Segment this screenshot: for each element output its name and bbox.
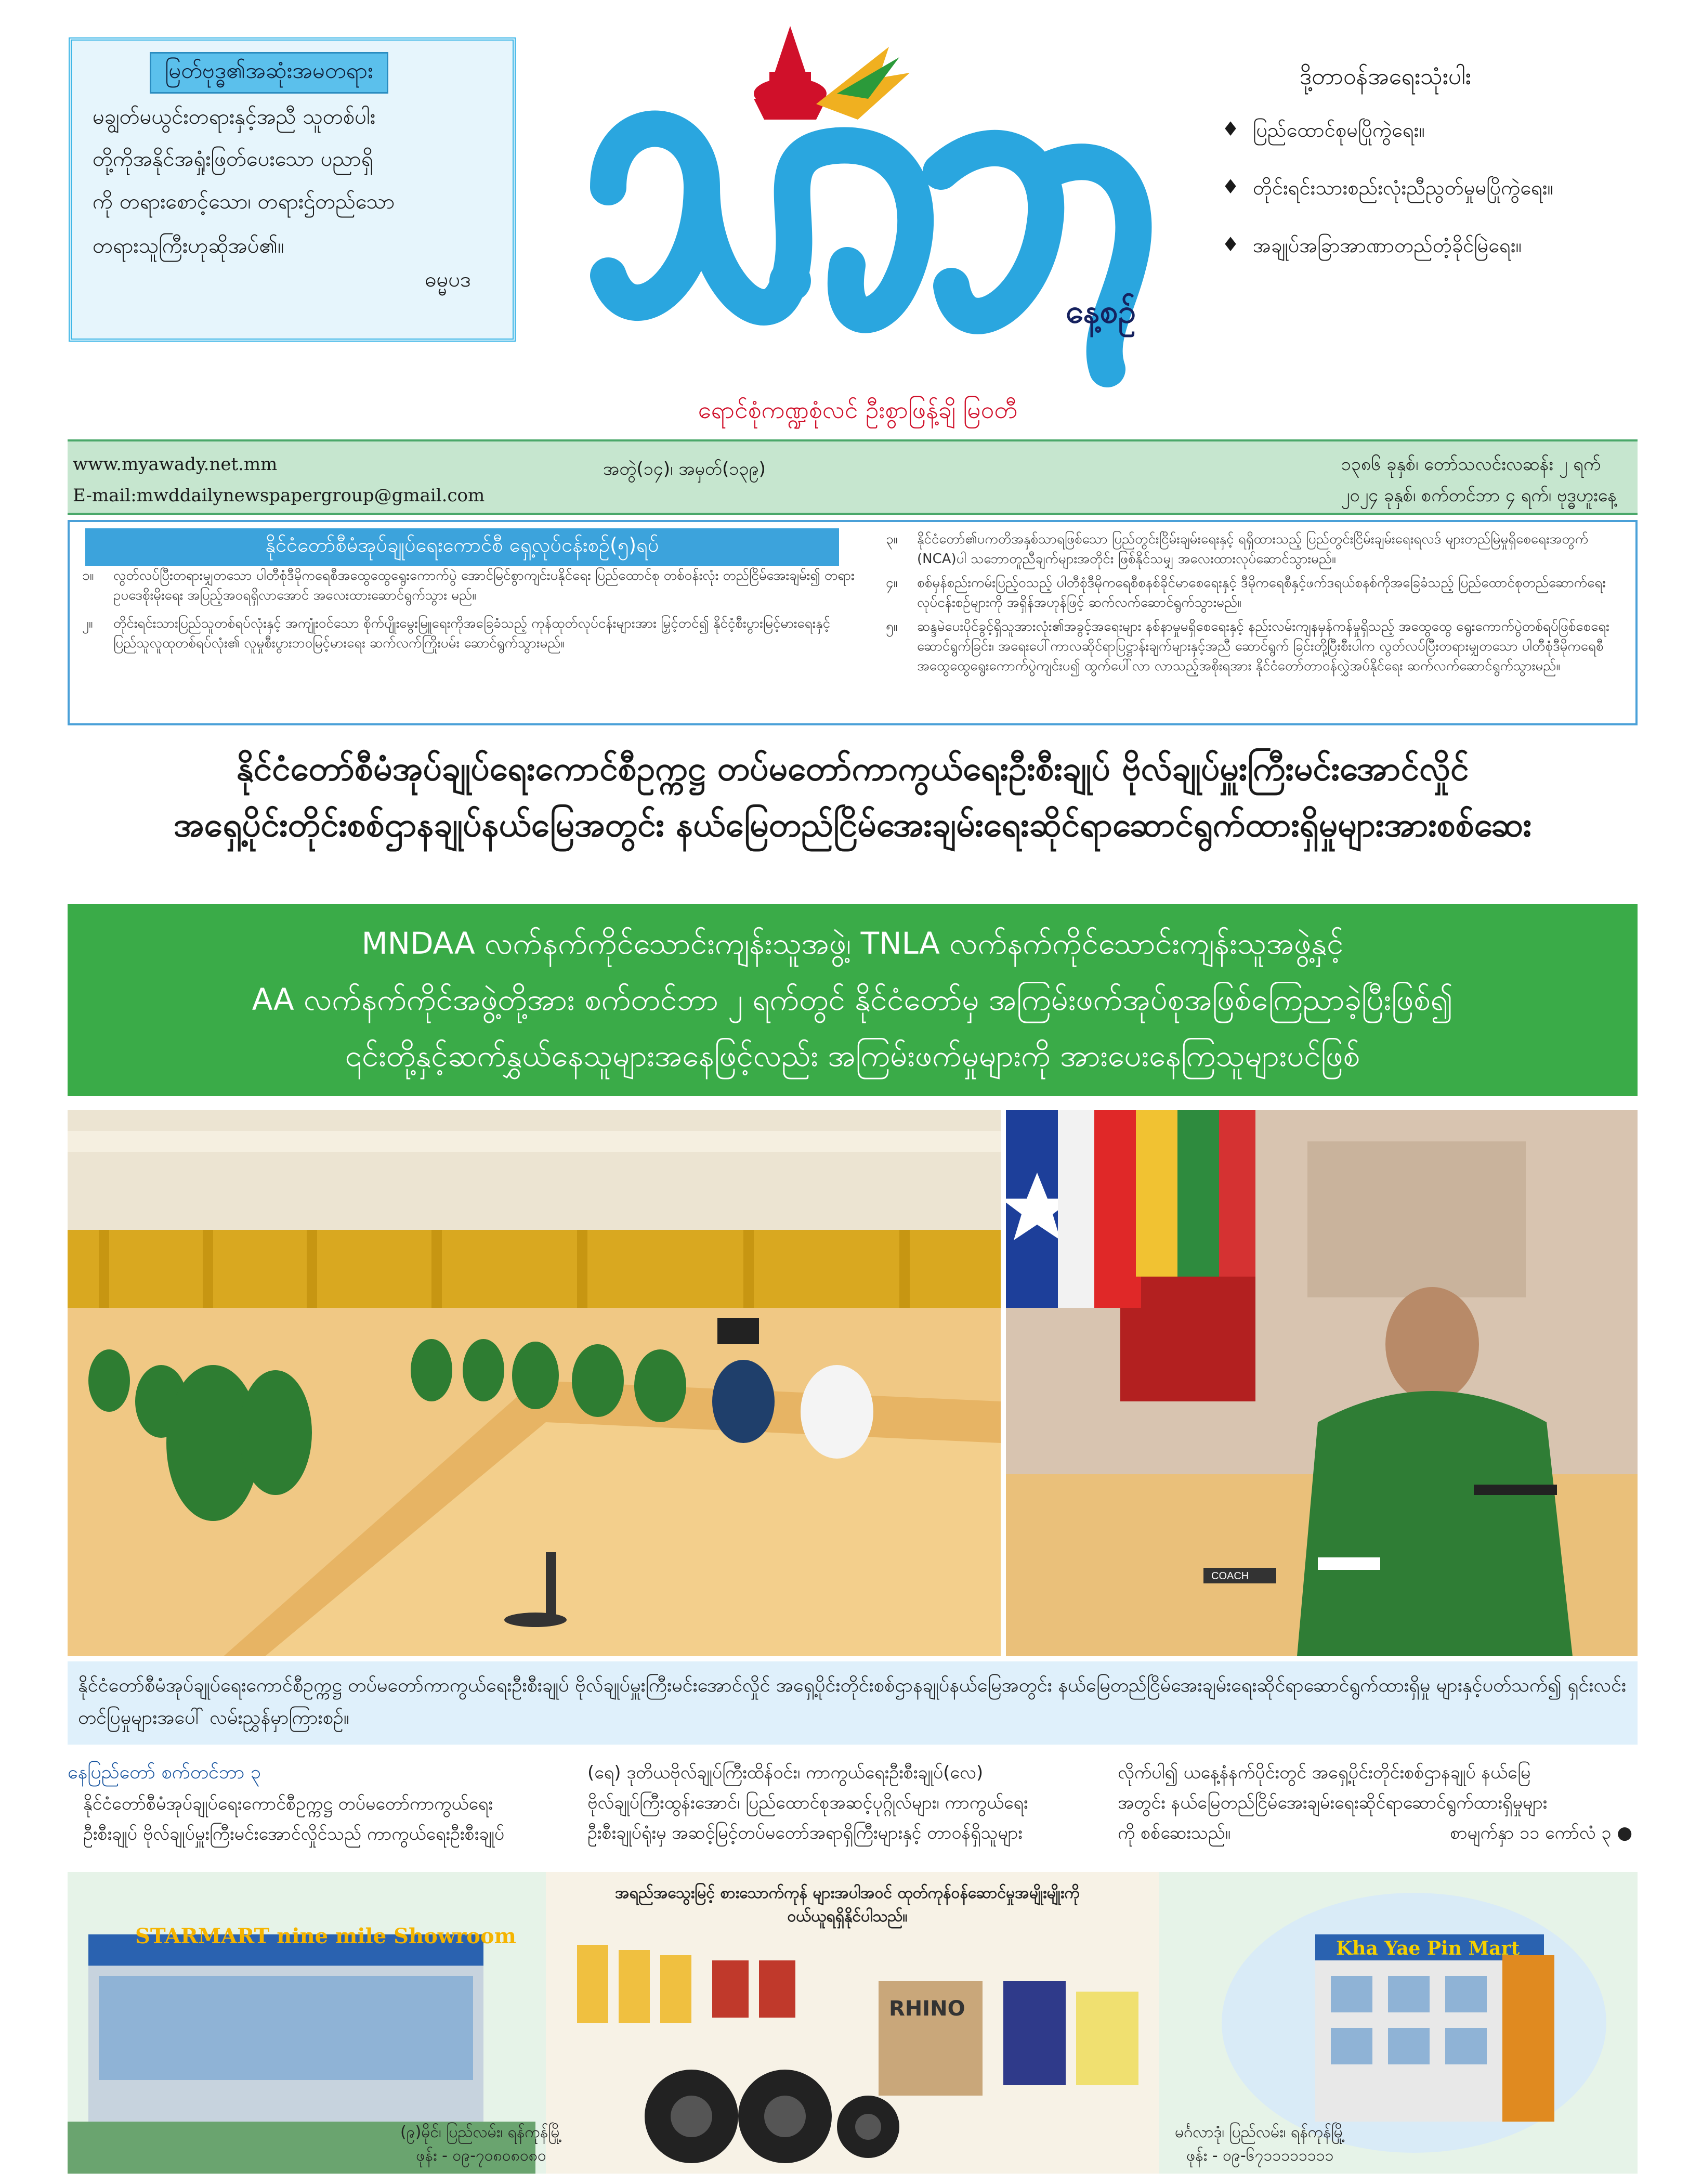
item-number: ၃။: [886, 531, 898, 547]
item-text: တိုင်းရင်းသားပြည်သူတစ်ရပ်လုံးနှင့် အကျုံးဝင်သော စိုက်ပျိုးမွေးမြူရေးကိုအခြေခံသည့် ကုန်ထုတ်လုပ်ငန်းများအား မြှင့်တင်၍ နိုင်ငံ့စီးပွားမြင့်မားရေးနှင့် ပြည်သူလူထုတစ်ရပ်လုံး၏ လူမှုစီးပွားဘဝမြင့်မားရေး ဆက်လက်ကြိုးပမ်း ဆောင်ရွက်သွားမည်။: [113, 616, 831, 651]
quote-line: တရားသူကြီးဟုဆိုအပ်၏။: [93, 234, 284, 258]
roadmap-item: [82, 566, 862, 605]
meeting-room-photo: [68, 1110, 1001, 1656]
quote-line: တို့ကိုအနိုင်အရှုံးဖြတ်ပေးသော ပညာရှိ: [93, 147, 373, 171]
item-text: လွတ်လပ်ပြီးတရားမျှတသော ပါတီစုံဒီမိုကရေစီအထွေထွေရွေးကောက်ပွဲ အောင်မြင်စွာကျင်းပနိုင်ရေး ပြည်ထောင်စု တစ်ဝန်းလုံး တည်ငြိမ်အေးချမ်း၍ တရားဥပဒေစိုးမိုးရေး အပြည့်အဝရရှိလာအောင် အလေးထားဆောင်ရွက်သွား မည်။: [113, 568, 855, 603]
article-text: လိုက်ပါ၍ ယနေ့နံနက်ပိုင်းတွင် အရှေ့ပိုင်းတိုင်းစစ်ဌာနချုပ် နယ်မြေ: [1118, 1762, 1531, 1783]
announcement-line: AA လက်နက်ကိုင်အဖွဲ့တို့အား စက်တင်ဘာ ၂ ရက်တွင် နိုင်ငံတော်မှ အကြမ်းဖက်အုပ်စုအဖြစ်ကြေညာခဲ့ပြီးဖြစ်၍: [252, 982, 1454, 1017]
main-headline: [68, 741, 1638, 853]
diamond-bullet-icon: ♦: [1222, 175, 1240, 198]
slogan-text: အချုပ်အခြာအာဏာတည်တံ့ခိုင်မြဲရေး။: [1253, 234, 1522, 257]
advertisement-banner: [68, 1872, 1638, 2174]
photo-caption: နိုင်ငံတော်စီမံအုပ်ချုပ်ရေးကောင်စီဥက္ကဋ္ဌ တပ်မတော်ကာကွယ်ရေးဦးစီးချုပ် ဗိုလ်ချုပ်မှူးကြီးမင်းအောင်လှိုင် အရှေ့ပိုင်းတိုင်းစစ်ဌာနချုပ်နယ်မြေအတွင်း နယ်မြေတည်ငြိမ်အေးချမ်းရေးဆိုင်ရာဆောင်ရွက်ထားရှိမှု များနှင့်ပတ်သက်၍ ရှင်းလင်းတင်ပြမှုများအပေါ် လမ်းညွှန်မှာကြားစဉ်။: [68, 1661, 1638, 1745]
edition-label: နေ့စဉ်: [1066, 292, 1136, 330]
roadmap-column-right: [886, 529, 1629, 676]
commander-photo: [1006, 1110, 1638, 1656]
website-link[interactable]: www.myawady.net.mm: [73, 454, 278, 475]
item-text: ဆန္ဒမဲပေးပိုင်ခွင့်ရှိသူအားလုံး၏အခွင့်အရေးများ နစ်နာမှုမရှိစေရေးနှင့် နည်းလမ်းကျနမှန်ကန်မှုရှိသည့် အထွေထွေ ရွေးကောက်ပွဲတစ်ရပ်ဖြစ်စေရေးဆောင်ရွက်ခြင်း၊ အရေးပေါ်ကာလဆိုင်ရာပြဋ္ဌာန်းချက်များနှင့်အညီ ဆောင်ရွက် ခြင်းတို့ပြီးစီးပါက လွတ်လပ်ပြီးတရားမျှတသော ပါတီစုံဒီမိုကရေစီအထွေထွေရွေးကောက်ပွဲကျင်းပ၍ ထွက်ပေါ်လာ လာသည့်အစိုးရအား နိုင်ငံတော်တာဝန်လွှဲအပ်နိုင်ရေး ဆက်လက်ဆောင်ရွက်သွားမည်။: [917, 619, 1609, 674]
ad-header-line: ဝယ်ယူရရှိနိုင်ပါသည်။: [787, 1907, 908, 1926]
article-text: ဦးစီးချုပ် ဗိုလ်ချုပ်မှူးကြီးမင်းအောင်လှိုင်သည် ကာကွယ်ရေးဦးစီးချုပ်: [83, 1824, 505, 1844]
ad-header-line: အရည်အသွေးမြင့် စားသောက်ကုန် များအပါအဝင် ထုတ်ကုန်ဝန်ဆောင်မှုအမျိုးမျိုးကို: [615, 1884, 1080, 1902]
rhino-brand: RHINO: [889, 1997, 965, 2021]
article-text: အတွင်း နယ်မြေတည်ငြိမ်အေးချမ်းရေးဆိုင်ရာဆောင်ရွက်ထားရှိမှုများ: [1118, 1792, 1548, 1813]
emblem-icon: [754, 26, 910, 120]
article-text: ဦးစီးချုပ်ရုံးမှ အဆင့်မြင့်တပ်မတော်အရာရှိကြီးများနှင့် တာဝန်ရှိသူများ: [587, 1823, 1023, 1843]
email-link[interactable]: E-mail:mwddailynewspapergroup@gmail.com: [73, 485, 485, 506]
masthead-tagline: ရောင်စုံကဏ္ဍစုံလင် ဦးစွာဖြန့်ချိ မြဝတီ: [698, 396, 1018, 424]
item-text: စစ်မှန်စည်းကမ်းပြည့်ဝသည့် ပါတီစုံဒီမိုကရေစီစနစ်ခိုင်မာစေရေးနှင့် ဒီမိုကရေစီနှင့်ဖက်ဒရယ်စနစ်ကိုအခြေခံသည့် ပြည်ထောင်စုတည်ဆောက်ရေးလုပ်ငန်းစဉ်များကို အရှိန်အဟုန်ဖြင့် ဆက်လက်ဆောင်ရွက်သွားမည်။: [917, 575, 1606, 610]
slogan-item: [1216, 118, 1684, 147]
slogan-item: [1216, 233, 1684, 262]
desk-sign: COACH: [1211, 1570, 1249, 1582]
buddha-quote-box: [69, 37, 516, 342]
store-address: မင်္ဂလာဒုံ၊ ပြည်လမ်း၊ ရန်ကုန်မြို့: [1175, 2123, 1345, 2141]
store-address: (၉)မိုင်၊ ပြည်လမ်း၊ ရန်ကုန်မြို့: [400, 2123, 562, 2141]
slogans-heading: ဒို့တာဝန်အရေးသုံးပါး: [1300, 63, 1471, 90]
roadmap-item: [886, 617, 1629, 676]
announcement-line: MNDAA လက်နက်ကိုင်သောင်းကျန်းသူအဖွဲ့၊ TNLA လက်နက်ကိုင်သောင်းကျန်းသူအဖွဲ့နှင့်: [361, 926, 1344, 961]
article-text: ဗိုလ်ချုပ်ကြီးထွန်းအောင်၊ ပြည်ထောင်စုအဆင့်ပုဂ္ဂိုလ်များ၊ ကာကွယ်ရေး: [587, 1792, 1028, 1813]
roadmap-item: [82, 614, 862, 653]
date-gregorian: ၂၀၂၄ ခုနှစ်၊ စက်တင်ဘာ ၄ ရက်၊ ဗုဒ္ဓဟူးနေ့: [1341, 485, 1617, 506]
item-number: ၁။: [82, 568, 94, 583]
roadmap-item: [886, 529, 1629, 569]
diamond-bullet-icon: ♦: [1222, 233, 1240, 256]
article-column-3: [1118, 1758, 1632, 1848]
roadmap-item: [886, 573, 1629, 613]
slogan-text: တိုင်းရင်းသားစည်းလုံးညီညွတ်မှုမပြိုကွဲရေး။: [1253, 176, 1554, 199]
article-column-2: [587, 1758, 1107, 1848]
khayaepin-contact: [1175, 2122, 1345, 2168]
roadmap-heading: နိုင်ငံတော်စီမံအုပ်ချုပ်ရေးကောင်စီ ရှေ့လုပ်ငန်းစဉ်(၅)ရပ်: [85, 528, 839, 566]
conference-scene-illustration: [68, 1110, 1001, 1656]
item-number: ၄။: [886, 575, 898, 591]
starmart-store-name: STARMART nine mile Showroom: [135, 1924, 516, 1948]
quote-source: ဓမ္မပဒ: [424, 268, 471, 292]
article-text: (ရေ) ဒုတိယဗိုလ်ချုပ်ကြီးထိန်ဝင်း၊ ကာကွယ်ရေးဦးစီးချုပ်(လေ): [587, 1762, 984, 1783]
slogan-item: [1216, 175, 1684, 204]
article-column-1: [83, 1789, 577, 1849]
item-text: နိုင်ငံတော်၏ပကတိအနှစ်သာရဖြစ်သော ပြည်တွင်းငြိမ်းချမ်းရေးနှင့် ရရှိထားသည့် ပြည်တွင်းငြိမ်းချမ်းရေးရလဒ် များတည်မြဲမှုရှိစေရေးအတွက် (NCA)ပါ သဘောတူညီချက်များအတိုင်း ဖြစ်နိုင်သမျှ အလေးထားလုပ်ဆောင်သွားမည်။: [917, 531, 1589, 567]
terrorist-designation-announcement: [68, 904, 1638, 1096]
starmart-contact: [400, 2122, 562, 2168]
store-phone: ဖုန်း - ၀၉-၇၀၈၀၈၀၈၀: [416, 2147, 546, 2165]
ad-header: [561, 1882, 1133, 1929]
commander-scene-illustration: [1006, 1110, 1638, 1656]
khayaepin-store-name: Kha Yae Pin Mart: [1336, 1938, 1520, 1959]
date-myanmar: ၁၃၈၆ ခုနှစ်၊ တော်သလင်းလဆန်း ၂ ရက်: [1341, 454, 1601, 475]
item-number: ၂။: [82, 616, 93, 631]
volume-number: အတွဲ(၁၄)၊ အမှတ်(၁၃၉): [603, 459, 766, 479]
continued-link[interactable]: စာမျက်နှာ ၁၁ ကော်လံ ၃ ●: [1450, 1823, 1632, 1843]
national-objectives-slogans: [1216, 62, 1684, 291]
announcement-line: ၎င်းတို့နှင့်ဆက်နွှယ်နေသူများအနေဖြင့်လည်း အကြမ်းဖက်မှုများကို အားပေးနေကြသူများပင်ဖြစ်: [345, 1038, 1360, 1073]
article-text: နိုင်ငံတော်စီမံအုပ်ချုပ်ရေးကောင်စီဥက္ကဋ္ဌ တပ်မတော်ကာကွယ်ရေး: [83, 1793, 493, 1814]
issue-info-band: [68, 439, 1638, 515]
roadmap-column-left: [82, 566, 862, 653]
quote-line: ကို တရားစောင့်သော၊ တရားဌ်တည်သော: [93, 190, 395, 214]
item-number: ၅။: [886, 619, 898, 634]
headline-line: အရှေ့ပိုင်းတိုင်းစစ်ဌာနချုပ်နယ်မြေအတွင်း နယ်မြေတည်ငြိမ်အေးချမ်းရေးဆိုင်ရာဆောင်ရွက်ထားရှိမှုများအားစစ်ဆေး: [173, 806, 1532, 844]
quote-title: မြတ်ဗုဒ္ဓ၏အဆုံးအမတရား: [150, 52, 388, 94]
store-phone: ဖုန်း - ၀၉-၆၇၁၁၁၁၁၁၁၁: [1186, 2147, 1334, 2165]
five-point-roadmap-box: [68, 520, 1638, 725]
article-dateline: နေပြည်တော် စက်တင်ဘာ ၃: [68, 1762, 261, 1783]
logo-script: [608, 129, 1133, 370]
issue-dates: [1341, 449, 1617, 511]
slogan-text: ပြည်ထောင်စုမပြိုကွဲရေး။: [1253, 119, 1425, 141]
headline-line: နိုင်ငံတော်စီမံအုပ်ချုပ်ရေးကောင်စီဥက္ကဋ္ဌ တပ်မတော်ကာကွယ်ရေးဦးစီးချုပ် ဗိုလ်ချုပ်မှူးကြီးမင်းအောင်လှိုင်: [236, 750, 1469, 788]
contact-info: [73, 449, 485, 511]
quote-line: မချွတ်မယွင်းတရားနှင့်အညီ သူတစ်ပါး: [93, 105, 376, 129]
article-text: ကို စစ်ဆေးသည်။: [1118, 1823, 1230, 1843]
diamond-bullet-icon: ♦: [1222, 118, 1240, 140]
